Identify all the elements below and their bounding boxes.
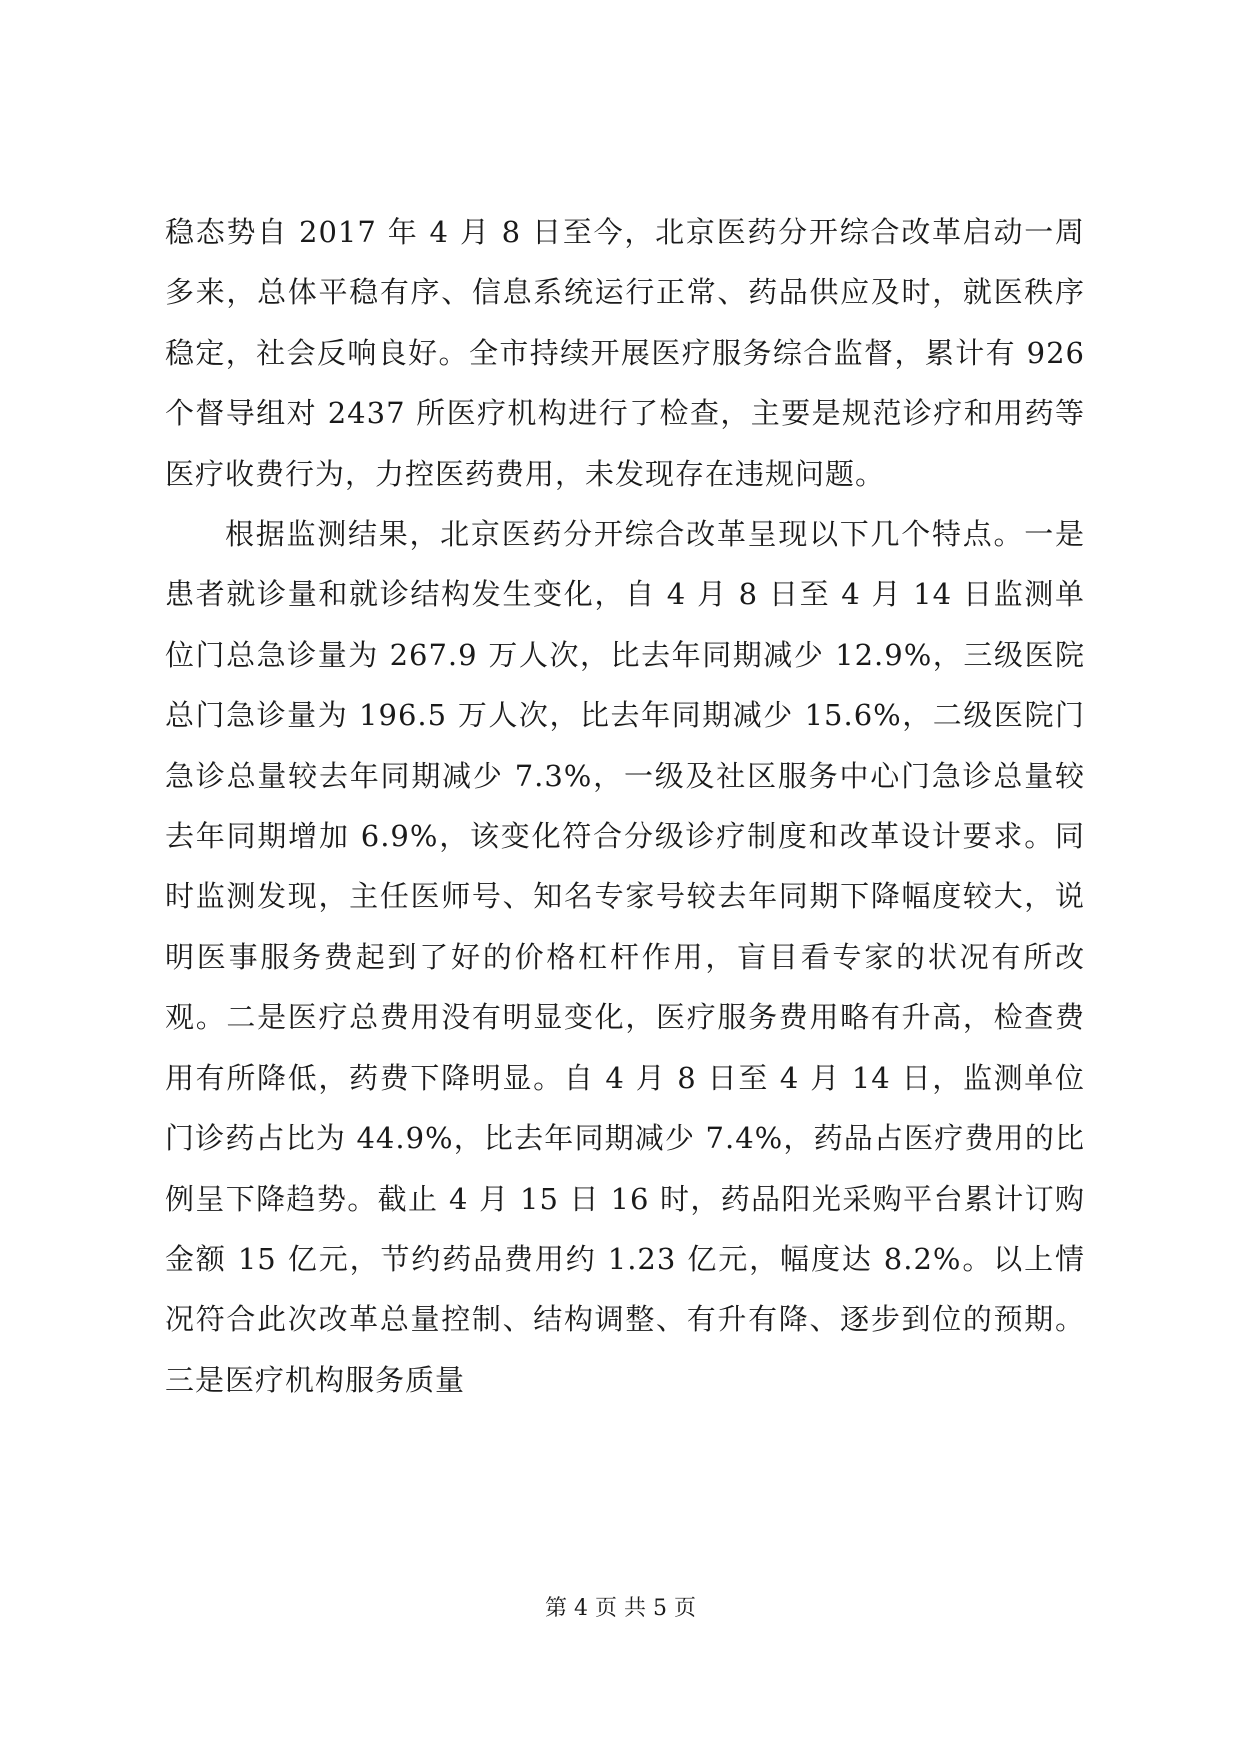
document-body [165,202,1085,1410]
paragraph-1: 稳态势自 2017 年 4 月 8 日至今，北京医药分开综合改革启动一周多来，总体平稳有序、信息系统运行正常、药品供应及时，就医秩序稳定，社会反响良好。全市持续开展医疗服务综合监督，累计有 926 个督导组对 2437 所医疗机构进行了检查，主要是规范诊疗和用药等医疗收费行为，力控医药费用，未发现存在违规问题。 [165,215,1085,491]
paragraph-2: 根据监测结果，北京医药分开综合改革呈现以下几个特点。一是患者就诊量和就诊结构发生变化，自 4 月 8 日至 4 月 14 日监测单位门总急诊量为 267.9 万人次，比去年同期减少 12.9%，三级医院总门急诊量为 196.5 万人次，比去年同期减少 15.6%，二级医院门急诊总量较去年同期减少 7.3%，一级及社区服务中心门急诊总量较去年同期增加 6.9%，该变化符合分级诊疗制度和改革设计要求。同时监测发现，主任医师号、知名专家号较去年同期下降幅度较大，说明医事服务费起到了好的价格杠杆作用，盲目看专家的状况有所改观。二是医疗总费用没有明显变化，医疗服务费用略有升高，检查费用有所降低，药费下降明显。自 4 月 8 日至 4 月 14 日，监测单位门诊药占比为 44.9%，比去年同期减少 7.4%，药品占医疗费用的比例呈下降趋势。截止 4 月 15 日 16 时，药品阳光采购平台累计订购金额 15 亿元，节约药品费用约 1.23 亿元，幅度达 8.2%。以上情况符合此次改革总量控制、结构调整、有升有降、逐步到位的预期。三是医疗机构服务质量 [165,517,1085,1397]
page-number-footer: 第 4 页 共 5 页 [545,1596,696,1621]
